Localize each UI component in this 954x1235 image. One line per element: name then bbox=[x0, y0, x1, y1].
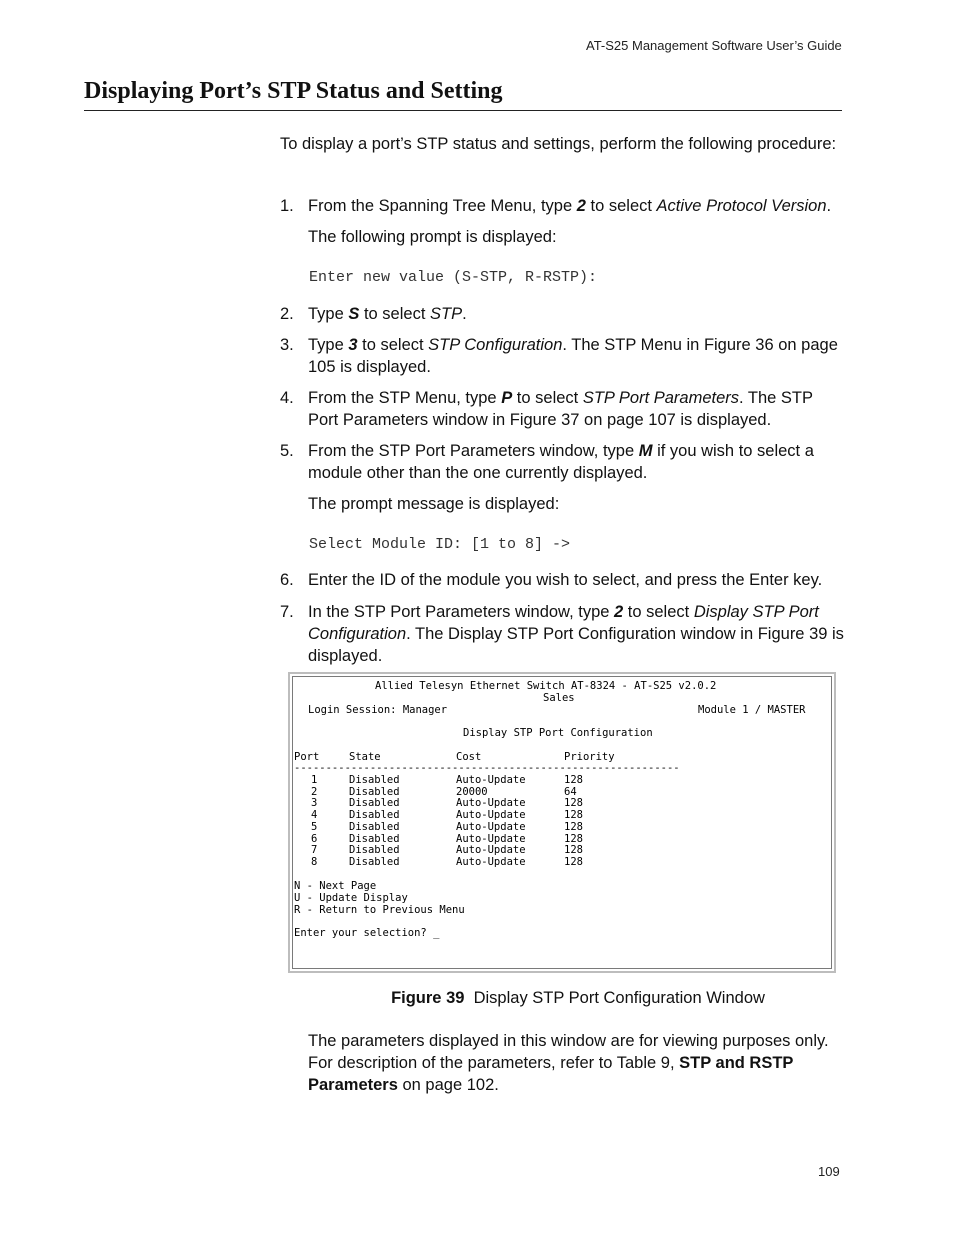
step-number: 1. bbox=[280, 197, 294, 215]
port-state: Disabled bbox=[349, 797, 400, 810]
key: 3 bbox=[348, 336, 358, 354]
port-id: 7 bbox=[311, 844, 318, 857]
menu-option-update: U - Update Display bbox=[294, 892, 408, 904]
port-cost: Auto-Update bbox=[456, 774, 526, 786]
step-number: 6. bbox=[280, 571, 294, 589]
port-state: Disabled bbox=[349, 820, 400, 833]
step-5-note: The prompt message is displayed: bbox=[308, 495, 560, 513]
module-label: Module 1 / MASTER bbox=[698, 704, 806, 716]
step-3: 3. Type 3 to select STP Configuration. The STP Menu in Figure 36 on page 105 is displayed. bbox=[280, 336, 838, 376]
note-paragraph: The parameters displayed in this window are for viewing purposes only. For description of the parameters, refer to Table 9, STP and RSTP Parameters on page 102. bbox=[308, 1032, 829, 1094]
title-rule bbox=[84, 110, 842, 111]
port-id: 5 bbox=[311, 820, 318, 833]
system-name: Sales bbox=[543, 692, 575, 704]
port-state: Disabled bbox=[349, 844, 400, 857]
step-number: 4. bbox=[280, 389, 294, 407]
key: M bbox=[638, 442, 653, 460]
step-text: Enter the ID of the module you wish to select, and press the Enter key. bbox=[308, 571, 823, 589]
port-cost: 20000 bbox=[456, 785, 488, 798]
column-header-state: State bbox=[349, 751, 381, 763]
port-id: 2 bbox=[311, 785, 318, 798]
port-id: 4 bbox=[311, 809, 318, 822]
column-header-priority: Priority bbox=[564, 751, 615, 763]
step-number: 3. bbox=[280, 336, 294, 354]
port-state: Disabled bbox=[349, 832, 400, 845]
port-id: 1 bbox=[311, 774, 318, 786]
column-header-cost: Cost bbox=[456, 751, 482, 763]
column-header-port: Port bbox=[294, 751, 320, 763]
key: P bbox=[501, 389, 513, 407]
step-1-note: The following prompt is displayed: bbox=[308, 228, 557, 246]
port-priority: 128 bbox=[564, 832, 583, 845]
step-1: 1. From the Spanning Tree Menu, type 2 to select Active Protocol Version. bbox=[280, 197, 832, 215]
port-priority: 128 bbox=[564, 820, 583, 833]
step-7: 7. In the STP Port Parameters window, type 2 to select Display STP Port Configuration. The Display STP Port Configuration window in Figure 39 is displayed. bbox=[280, 603, 844, 665]
port-cost: Auto-Update bbox=[456, 832, 526, 845]
step-5: 5. From the STP Port Parameters window, type M if you wish to select a module other than the one currently displayed. bbox=[280, 442, 814, 482]
option-name: STP Configuration bbox=[428, 336, 563, 354]
port-priority: 128 bbox=[564, 855, 583, 868]
step-2: 2. Type S to select STP. bbox=[280, 305, 467, 323]
port-id: 3 bbox=[311, 797, 318, 810]
figure-label: Figure 39 bbox=[391, 989, 465, 1007]
port-priority: 128 bbox=[564, 809, 583, 822]
port-priority: 64 bbox=[564, 785, 577, 798]
port-cost: Auto-Update bbox=[456, 797, 526, 810]
step-number: 5. bbox=[280, 442, 294, 460]
key: S bbox=[348, 305, 360, 323]
port-cost: Auto-Update bbox=[456, 844, 526, 857]
menu-option-return: R - Return to Previous Menu bbox=[294, 904, 465, 916]
key: 2 bbox=[614, 603, 624, 621]
page-number: 109 bbox=[818, 1164, 840, 1179]
port-cost: Auto-Update bbox=[456, 820, 526, 833]
terminal-window bbox=[292, 676, 832, 969]
port-priority: 128 bbox=[564, 844, 583, 857]
section-title: Displaying Port’s STP Status and Setting bbox=[84, 78, 503, 104]
screen-title: Display STP Port Configuration bbox=[463, 727, 653, 739]
intro-paragraph: To display a port’s STP status and settings, perform the following procedure: bbox=[280, 135, 837, 153]
terminal-screenshot bbox=[288, 672, 836, 973]
step-number: 7. bbox=[280, 603, 294, 621]
option-name: Active Protocol Version bbox=[656, 197, 827, 215]
prompt-code: Select Module ID: [1 to 8] -> bbox=[309, 536, 571, 553]
login-session: Login Session: Manager bbox=[308, 704, 448, 716]
option-name: STP bbox=[430, 305, 463, 323]
option-name: STP Port Parameters bbox=[582, 389, 740, 407]
prompt-code: Enter new value (S-STP, R-RSTP): bbox=[309, 269, 598, 286]
step-6 bbox=[280, 569, 846, 591]
running-header: AT-S25 Management Software User’s Guide bbox=[586, 38, 842, 53]
selection-prompt: Enter your selection? _ bbox=[294, 927, 440, 939]
divider-line: ------------------------------------------------------------- bbox=[294, 762, 680, 774]
step-4: 4. From the STP Menu, type P to select STP Port Parameters. The STP Port Parameters window in Figure 37 on page 107 is displayed. bbox=[280, 389, 813, 429]
port-priority: 128 bbox=[564, 774, 583, 786]
option-name: Display STP Port Configuration bbox=[308, 603, 819, 643]
port-state: Disabled bbox=[349, 785, 400, 798]
port-id: 8 bbox=[311, 855, 318, 868]
switch-title: Allied Telesyn Ethernet Switch AT-8324 - AT-S25 v2.0.2 bbox=[375, 680, 717, 692]
port-priority: 128 bbox=[564, 797, 583, 810]
table-reference: STP and RSTP Parameters bbox=[308, 1054, 794, 1094]
port-state: Disabled bbox=[349, 809, 400, 822]
port-cost: Auto-Update bbox=[456, 855, 526, 868]
figure-caption bbox=[308, 989, 848, 1008]
port-state: Disabled bbox=[349, 774, 400, 786]
figure-title: Display STP Port Configuration Window bbox=[473, 989, 765, 1007]
menu-option-next: N - Next Page bbox=[294, 880, 377, 892]
port-id: 6 bbox=[311, 832, 318, 845]
port-cost: Auto-Update bbox=[456, 809, 526, 822]
step-number: 2. bbox=[280, 305, 294, 323]
key: 2 bbox=[576, 197, 586, 215]
port-state: Disabled bbox=[349, 855, 400, 868]
